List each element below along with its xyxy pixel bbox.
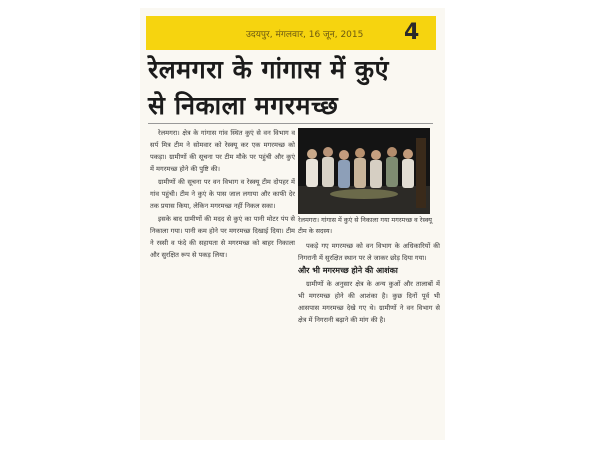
dateline: उदयपुर, मंगलवार, 16 जून, 2015 bbox=[246, 30, 364, 40]
body-paragraph-1: रेलमगरा। क्षेत्र के गांगास गांव स्थित कुएं से वन विभाग व सर्प मित्र टीम ने सोमवार को रेस्क्यू कर एक मगरमच्छ को पकड़ा। ग्रामीणों की सूचना पर टीम मौके पर पहुंची और कुएं में मगरमच्छ होने की पुष्टि की। bbox=[150, 129, 295, 173]
photo-caption: रेलमगरा। गांगास में कुएं से निकाला गया मगरमच्छ व रेस्क्यू टीम के सदस्य। bbox=[298, 216, 432, 235]
subheading: और भी मगरमच्छ होने की आशंका bbox=[298, 266, 398, 275]
article-column-right bbox=[298, 240, 440, 435]
body-paragraph-4: पकड़े गए मगरमच्छ को वन विभाग के अधिकारियों की निगरानी में सुरक्षित स्थान पर ले जाकर छोड़ दिया गया। bbox=[298, 242, 440, 262]
article-column-left bbox=[150, 127, 295, 432]
body-paragraph-5: ग्रामीणों के अनुसार क्षेत्र के अन्य कुओं और तालाबों में भी मगरमच्छ होने की आशंका है। कुछ दिनों पूर्व भी आसपास मगरमच्छ देखे गए थे। ग्रामीणों ने वन विभाग से क्षेत्र में निगरानी बढ़ाने की मांग की है। bbox=[298, 280, 440, 324]
news-photo bbox=[298, 128, 430, 214]
headline-rule bbox=[148, 123, 433, 124]
body-paragraph-2: ग्रामीणों की सूचना पर वन विभाग व रेस्क्यू टीम दोपहर में गांव पहुंची। टीम ने कुएं के पास जाल लगाया और काफी देर तक प्रयास किया, लेकिन मगरमच्छ नहीं निकल सका। bbox=[150, 178, 295, 210]
page-number: 4 bbox=[404, 20, 420, 45]
body-paragraph-3: इसके बाद ग्रामीणों की मदद से कुएं का पानी मोटर पंप से निकाला गया। पानी कम होने पर मगरमच्छ दिखाई दिया। टीम ने रस्सी व फंदे की सहायता से मगरमच्छ को बाहर निकाला और सुरक्षित रूप से पकड़ लिया। bbox=[150, 215, 295, 259]
headline-line-1: रेलमगरा के गांगास में कुएं bbox=[148, 55, 389, 84]
headline-line-2: से निकाला मगरमच्छ bbox=[148, 91, 339, 120]
group-photo-illustration bbox=[298, 128, 430, 214]
